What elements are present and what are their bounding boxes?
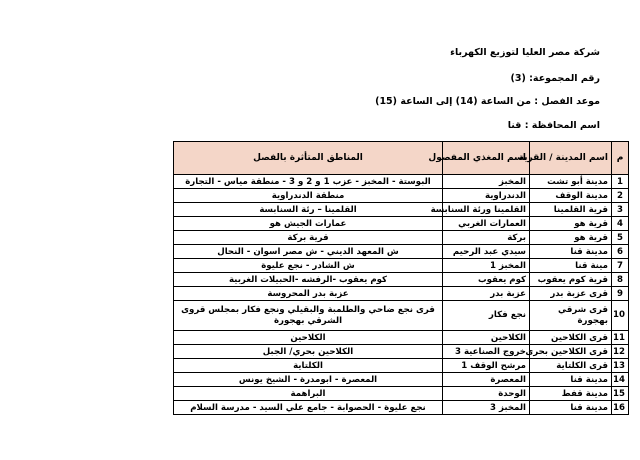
row-number: 8 xyxy=(612,273,629,287)
areas-cell: ش المعهد الديني - ش مصر اسوان - النحال xyxy=(174,245,443,259)
areas-cell: منطقة الدندراوية xyxy=(174,189,443,203)
feeder-cell: الوحدة xyxy=(443,387,530,401)
areas-cell: البوستة - المخبز - عزب 1 و 2 و 3 - منطقة مياس - التجارة xyxy=(174,175,443,189)
city-cell: قرية كوم يعقوب xyxy=(530,273,612,287)
row-number: 13 xyxy=(612,359,629,373)
areas-cell: عزبة بدر المحروسة xyxy=(174,287,443,301)
city-cell: مدينة قنا xyxy=(530,401,612,415)
row-number: 5 xyxy=(612,231,629,245)
cutoff-time: موعد الفصل : من الساعة (14) إلى الساعة (15) xyxy=(375,96,600,107)
row-number: 3 xyxy=(612,203,629,217)
areas-cell: كوم يعقوب -الرفشه -الحبيلات الغربية xyxy=(174,273,443,287)
header-feeder: اسم المغذي المفصول xyxy=(443,142,530,175)
areas-cell: ش الشادر - نجع عليوة xyxy=(174,259,443,273)
table-row xyxy=(174,231,629,245)
header-city: اسم المدينة / القرية xyxy=(530,142,612,175)
table-row xyxy=(174,203,629,217)
governorate-name: اسم المحافظة : قنا xyxy=(507,120,600,131)
table-header-row xyxy=(174,142,629,175)
feeder-cell: سيدي عبد الرحيم xyxy=(443,245,530,259)
feeder-cell: كوم يعقوب xyxy=(443,273,530,287)
table-row xyxy=(174,331,629,345)
table-row xyxy=(174,245,629,259)
city-cell: قرى الكلاحين بحرى xyxy=(530,345,612,359)
city-cell: مدينة قنا xyxy=(530,245,612,259)
table-row xyxy=(174,301,629,331)
row-number: 7 xyxy=(612,259,629,273)
areas-cell: قرية بركة xyxy=(174,231,443,245)
outage-table xyxy=(173,141,629,415)
row-number: 4 xyxy=(612,217,629,231)
feeder-cell: القلمينا ورئة السنابسة xyxy=(443,203,530,217)
city-cell: قرى عزبة بدر xyxy=(530,287,612,301)
table-row xyxy=(174,387,629,401)
city-cell: قرية هو xyxy=(530,231,612,245)
feeder-cell: عزبة بدر xyxy=(443,287,530,301)
row-number: 2 xyxy=(612,189,629,203)
table-row xyxy=(174,217,629,231)
table-row xyxy=(174,273,629,287)
feeder-cell: المخبز xyxy=(443,175,530,189)
city-cell: مدينة أبو تشت xyxy=(530,175,612,189)
feeder-cell: الكلاحين xyxy=(443,331,530,345)
row-number: 1 xyxy=(612,175,629,189)
areas-cell: عمارات الجيش هو xyxy=(174,217,443,231)
row-number: 9 xyxy=(612,287,629,301)
table-body xyxy=(174,175,629,415)
row-number: 10 xyxy=(612,301,629,331)
city-cell: مدينة قنا xyxy=(530,373,612,387)
city-cell: مدينة الوقف xyxy=(530,189,612,203)
row-number: 14 xyxy=(612,373,629,387)
table-row xyxy=(174,345,629,359)
city-cell: قرية هو xyxy=(530,217,612,231)
feeder-cell: الدندراوية xyxy=(443,189,530,203)
row-number: 6 xyxy=(612,245,629,259)
table-row xyxy=(174,401,629,415)
areas-cell: القلمينا – رئة السنابسة xyxy=(174,203,443,217)
table-row xyxy=(174,259,629,273)
city-cell: مدينة قفط xyxy=(530,387,612,401)
feeder-cell: نجع فكار xyxy=(443,301,530,331)
table-row xyxy=(174,287,629,301)
areas-cell: البراهمة xyxy=(174,387,443,401)
city-cell: قرية القلمينا xyxy=(530,203,612,217)
areas-cell: المعصرة - ابومدرة - الشيخ يونس xyxy=(174,373,443,387)
table-row xyxy=(174,359,629,373)
group-number: رقم المجموعة: (3) xyxy=(510,73,600,84)
header-areas: المناطق المتأثرة بالفصل xyxy=(174,142,443,175)
areas-cell: الكلاحين بحري/ الجبل xyxy=(174,345,443,359)
city-cell: قرى الكلتاية xyxy=(530,359,612,373)
areas-cell: الكلتاية xyxy=(174,359,443,373)
row-number: 15 xyxy=(612,387,629,401)
areas-cell: نجع عليوة - الحصوابة - جامع علي السيد - مدرسة السلام xyxy=(174,401,443,415)
table-row xyxy=(174,373,629,387)
row-number: 12 xyxy=(612,345,629,359)
table-row xyxy=(174,189,629,203)
feeder-cell: المعصرة xyxy=(443,373,530,387)
header-num: م xyxy=(612,142,629,175)
city-cell: مينة قنا xyxy=(530,259,612,273)
feeder-cell: المخبز 3 xyxy=(443,401,530,415)
feeder-cell: العمارات الغربي xyxy=(443,217,530,231)
city-cell: قرى الكلاحين xyxy=(530,331,612,345)
table-row xyxy=(174,175,629,189)
company-name: شركة مصر العليا لتوزيع الكهرباء xyxy=(450,47,600,58)
city-cell: قرى شرقي بهجورة xyxy=(530,301,612,331)
feeder-cell: بركة xyxy=(443,231,530,245)
row-number: 16 xyxy=(612,401,629,415)
feeder-cell: خروج الصناعية 3 xyxy=(443,345,530,359)
areas-cell: الكلاحين xyxy=(174,331,443,345)
row-number: 11 xyxy=(612,331,629,345)
feeder-cell: المخبز 1 xyxy=(443,259,530,273)
feeder-cell: مرشح الوقف 1 xyxy=(443,359,530,373)
areas-cell: قرى نجع ضاحي والطلمبة والبقيلي ونجع فكار بمجلس قروى الشرقي بهجورة xyxy=(174,301,443,331)
